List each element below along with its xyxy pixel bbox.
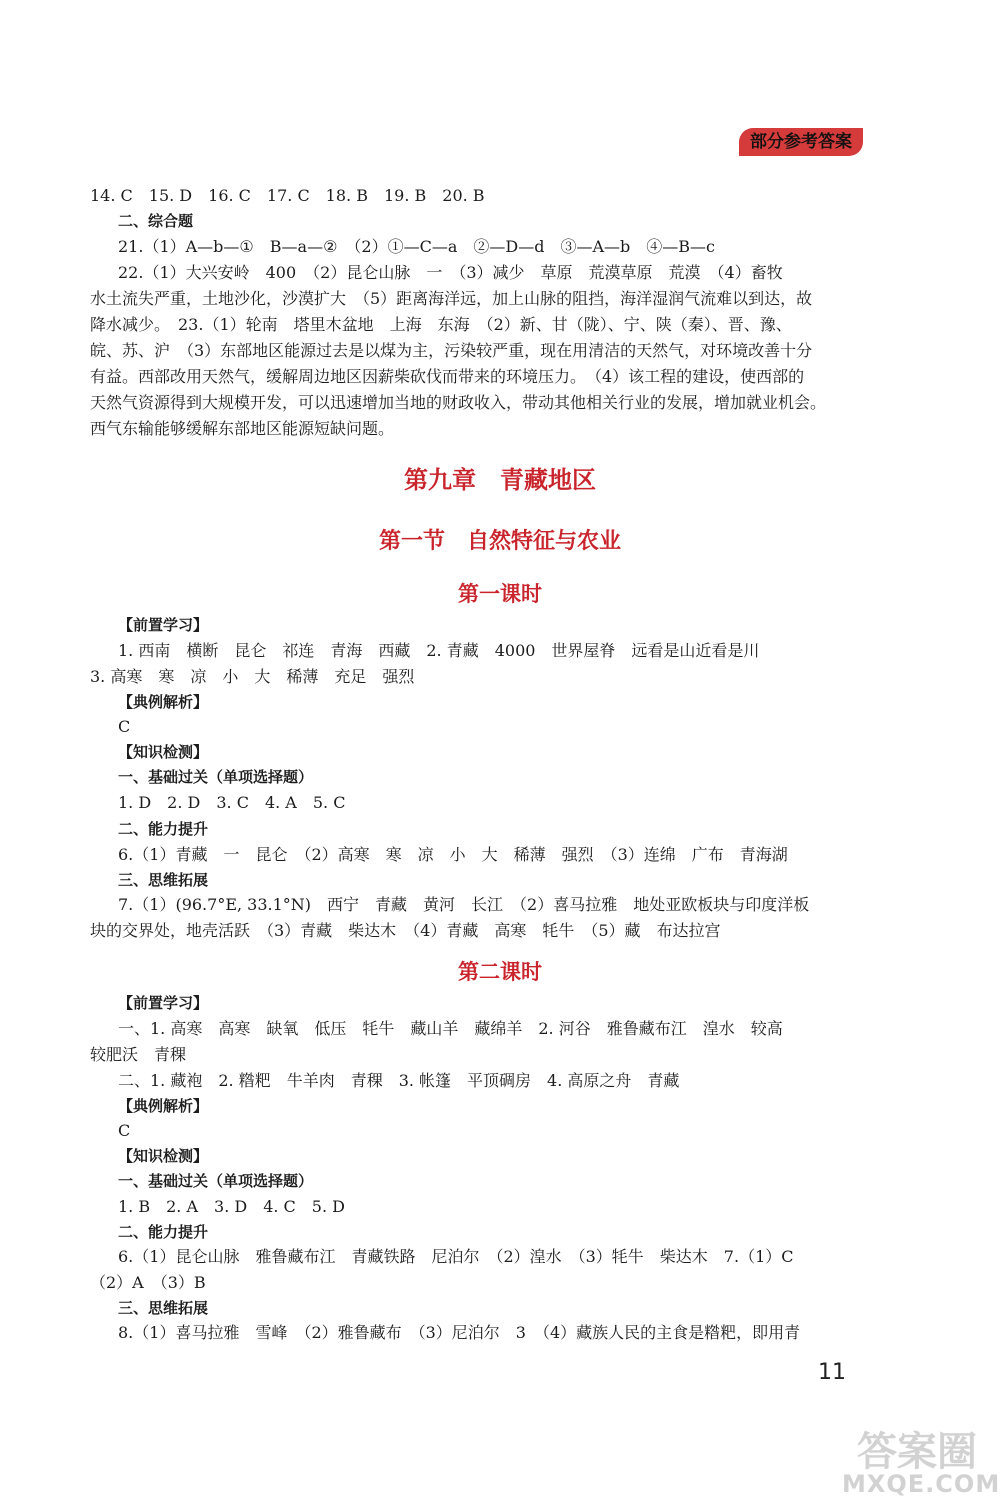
answer-line: 8.（1）喜马拉雅 雪峰 （2）雅鲁藏布 （3）尼泊尔 3 （4）藏族人民的主食是糌粑，即用青 bbox=[118, 1323, 801, 1342]
answer-line: 有益。西部改用天然气，缓解周边地区因薪柴砍伐而带来的环境压力。 （4）该工程的建设，使西部的 bbox=[90, 367, 805, 386]
subsection-heading: 二、能力提升 bbox=[118, 1223, 209, 1241]
section-title: 第一节 自然特征与农业 bbox=[378, 529, 621, 554]
subsection-heading: 一、基础过关（单项选择题） bbox=[118, 768, 314, 786]
subsection-heading: 三、思维拓展 bbox=[118, 1299, 209, 1317]
chapter-title: 第九章 青藏地区 bbox=[404, 466, 596, 494]
answer-line: 1. B 2. A 3. D 4. C 5. D bbox=[118, 1197, 345, 1216]
answer-line: 6.（1）青藏 一 昆仑 （2）高寒 寒 凉 小 大 稀薄 强烈 （3）连绵 广布 青海湖 bbox=[118, 845, 788, 864]
subsection-heading: 三、思维拓展 bbox=[118, 871, 209, 889]
answer-line: 7.（1）(96.7°E, 33.1°N) 西宁 青藏 黄河 长江 （2）喜马拉雅 地处亚欧板块与印度洋板 bbox=[118, 895, 810, 914]
answer-line: C bbox=[118, 1121, 131, 1140]
answer-line: 水土流失严重，土地沙化，沙漠扩大 （5）距离海洋远，加上山脉的阻挡，海洋湿润气流难以到达，故 bbox=[90, 289, 813, 308]
answer-line: （2）A （3）B bbox=[90, 1273, 206, 1292]
subsection-heading: 【前置学习】 bbox=[118, 994, 209, 1012]
answer-line: 22.（1）大兴安岭 400 （2）昆仑山脉 一 （3）减少 草原 荒漠草原 荒漠 （4）畜牧 bbox=[118, 263, 783, 282]
subsection-heading: 二、能力提升 bbox=[118, 820, 209, 838]
answer-line: 二、1. 藏袍 2. 糌粑 牛羊肉 青稞 3. 帐篷 平顶碉房 4. 高原之舟 青藏 bbox=[118, 1071, 680, 1090]
watermark-logo bbox=[842, 1420, 1000, 1502]
answer-line: 皖、苏、沪 （3）东部地区能源过去是以煤为主，污染较严重，现在用清洁的天然气，对环境改善十分 bbox=[90, 341, 813, 360]
answer-line: 块的交界处，地壳活跃 （3）青藏 柴达木 （4）青藏 高寒 牦牛 （5）藏 布达拉宫 bbox=[90, 921, 721, 940]
answer-line: C bbox=[118, 717, 131, 736]
lesson-title: 第二课时 bbox=[458, 960, 542, 984]
answer-line: 天然气资源得到大规模开发，可以迅速增加当地的财政收入，带动其他相关行业的发展，增加就业机会。 bbox=[90, 393, 827, 412]
answer-line: 一、1. 高寒 高寒 缺氧 低压 牦牛 藏山羊 藏绵羊 2. 河谷 雅鲁藏布江 湟水 较高 bbox=[118, 1019, 783, 1038]
answer-line: 6.（1）昆仑山脉 雅鲁藏布江 青藏铁路 尼泊尔 （2）湟水 （3）牦牛 柴达木 7.（1）C bbox=[118, 1247, 794, 1266]
section-heading: 二、综合题 bbox=[118, 212, 194, 230]
subsection-heading: 【知识检测】 bbox=[118, 743, 209, 761]
lesson-title: 第一课时 bbox=[458, 582, 542, 606]
subsection-heading: 【典例解析】 bbox=[118, 1097, 209, 1115]
subsection-heading: 【前置学习】 bbox=[118, 616, 209, 634]
answer-line: 降水减少。 23.（1）轮南 塔里木盆地 上海 东海 （2）新、甘（陇）、宁、陕（秦）、晋、豫、 bbox=[90, 315, 792, 334]
answer-line: 14. C 15. D 16. C 17. C 18. B 19. B 20. B bbox=[90, 186, 485, 205]
answer-line: 1. D 2. D 3. C 4. A 5. C bbox=[118, 793, 346, 812]
answer-line: 1. 西南 横断 昆仑 祁连 青海 西藏 2. 青藏 4000 世界屋脊 远看是山近看是川 bbox=[118, 641, 760, 660]
answer-line: 3. 高寒 寒 凉 小 大 稀薄 充足 强烈 bbox=[90, 667, 415, 686]
subsection-heading: 【知识检测】 bbox=[118, 1147, 209, 1165]
watermark-url-text: MXQE.COM bbox=[842, 1470, 1000, 1498]
answer-line: 西气东输能够缓解东部地区能源短缺问题。 bbox=[90, 419, 395, 438]
subsection-heading: 一、基础过关（单项选择题） bbox=[118, 1172, 314, 1190]
watermark-top-text: 答案圈 bbox=[857, 1429, 977, 1475]
answer-line: 21.（1）A—b—① B—a—② （2）①—C—a ②—D—d ③—A—b ④—B—c bbox=[118, 237, 715, 256]
answer-line: 较肥沃 青稞 bbox=[90, 1045, 187, 1064]
subsection-heading: 【典例解析】 bbox=[118, 693, 209, 711]
page-number: 11 bbox=[818, 1360, 846, 1385]
answer-badge: 部分参考答案 bbox=[739, 128, 863, 156]
